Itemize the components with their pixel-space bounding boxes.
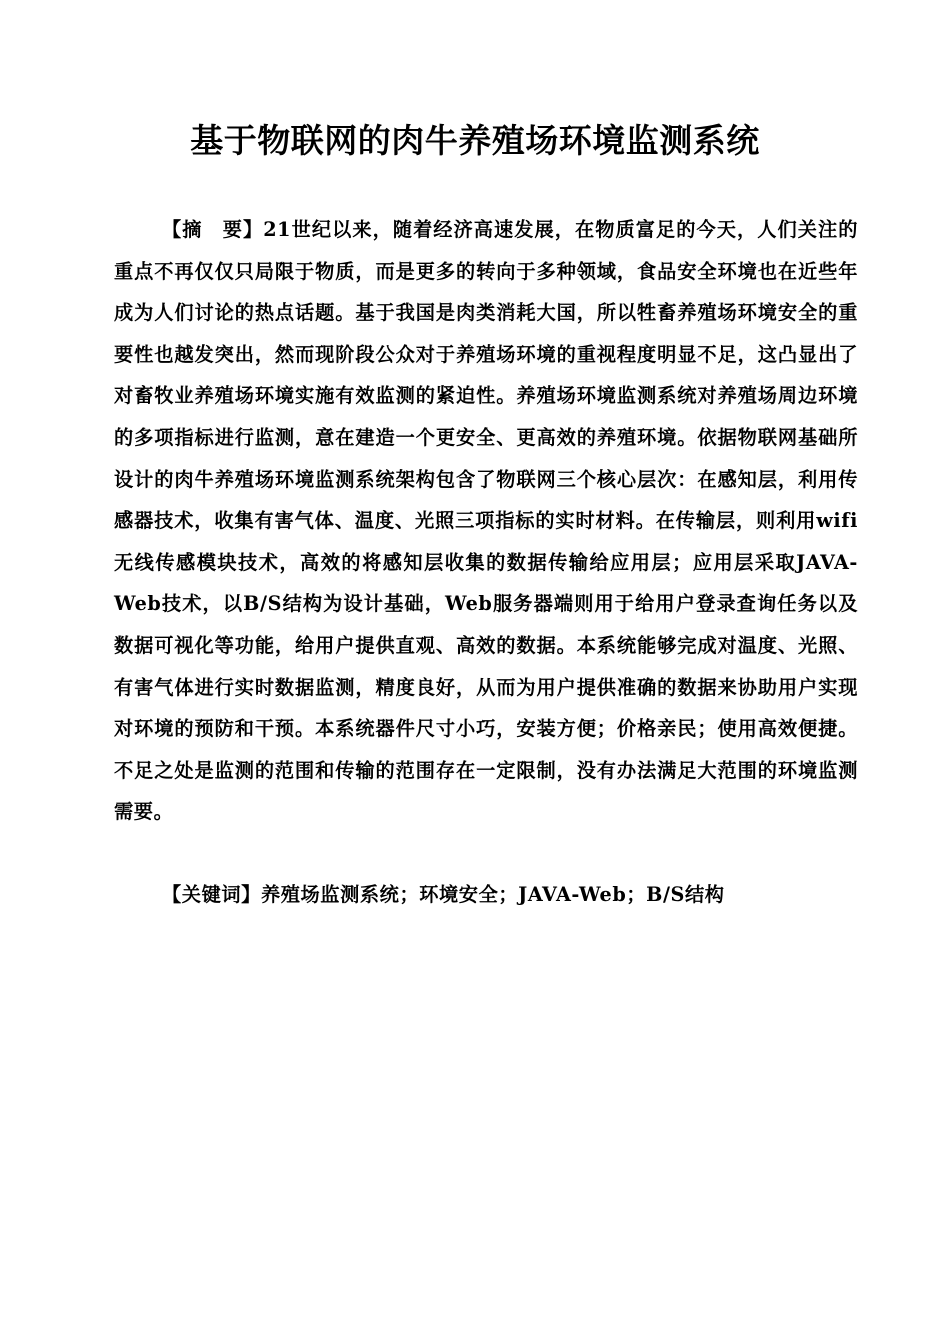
keywords-text: 养殖场监测系统；环境安全；JAVA-Web；B/S结构 (260, 883, 725, 906)
abstract-text: 21世纪以来，随着经济高速发展，在物质富足的今天，人们关注的重点不再仅仅只局限于物质，而是更多的转向于多种领域，食品安全环境也在近些年成为人们讨论的热点话题。基于我国是肉类消耗大国，所以牲畜养殖场环境安全的重要性也越发突出，然而现阶段公众对于养殖场环境的重视程度明显不足，这凸显出了对畜牧业养殖场环境实施有效监测的紧迫性。养殖场环境监测系统对养殖场周边环境的多项指标进行监测，意在建造一个更安全、更高效的养殖环境。依据物联网基础所设计的肉牛养殖场环境监测系统架构包含了物联网三个核心层次：在感知层，利用传感器技术，收集有害气体、温度、光照三项指标的实时材料。在传输层，则利用wifi无线传感模块技术，高效的将感知层收集的数据传输给应用层；应用层采取JAVA-Web技术，以B/S结构为设计基础，Web服务器端则用于给用户登录查询任务以及数据可视化等功能，给用户提供直观、高效的数据。本系统能够完成对温度、光照、有害气体进行实时数据监测，精度良好，从而为用户提供准确的数据来协助用户实现对环境的预防和干预。本系统器件尺寸小巧，安装方便；价格亲民；使用高效便捷。不足之处是监测的范围和传输的范围存在一定限制，没有办法满足大范围的环境监测需要。 (114, 218, 859, 824)
keywords-label: 【关键词】 (162, 883, 261, 906)
keywords-paragraph (114, 874, 858, 916)
document-title: 基于物联网的肉牛养殖场环境监测系统 (190, 121, 760, 160)
abstract-paragraph (114, 209, 858, 833)
abstract-label: 【摘 要】 (162, 218, 264, 241)
